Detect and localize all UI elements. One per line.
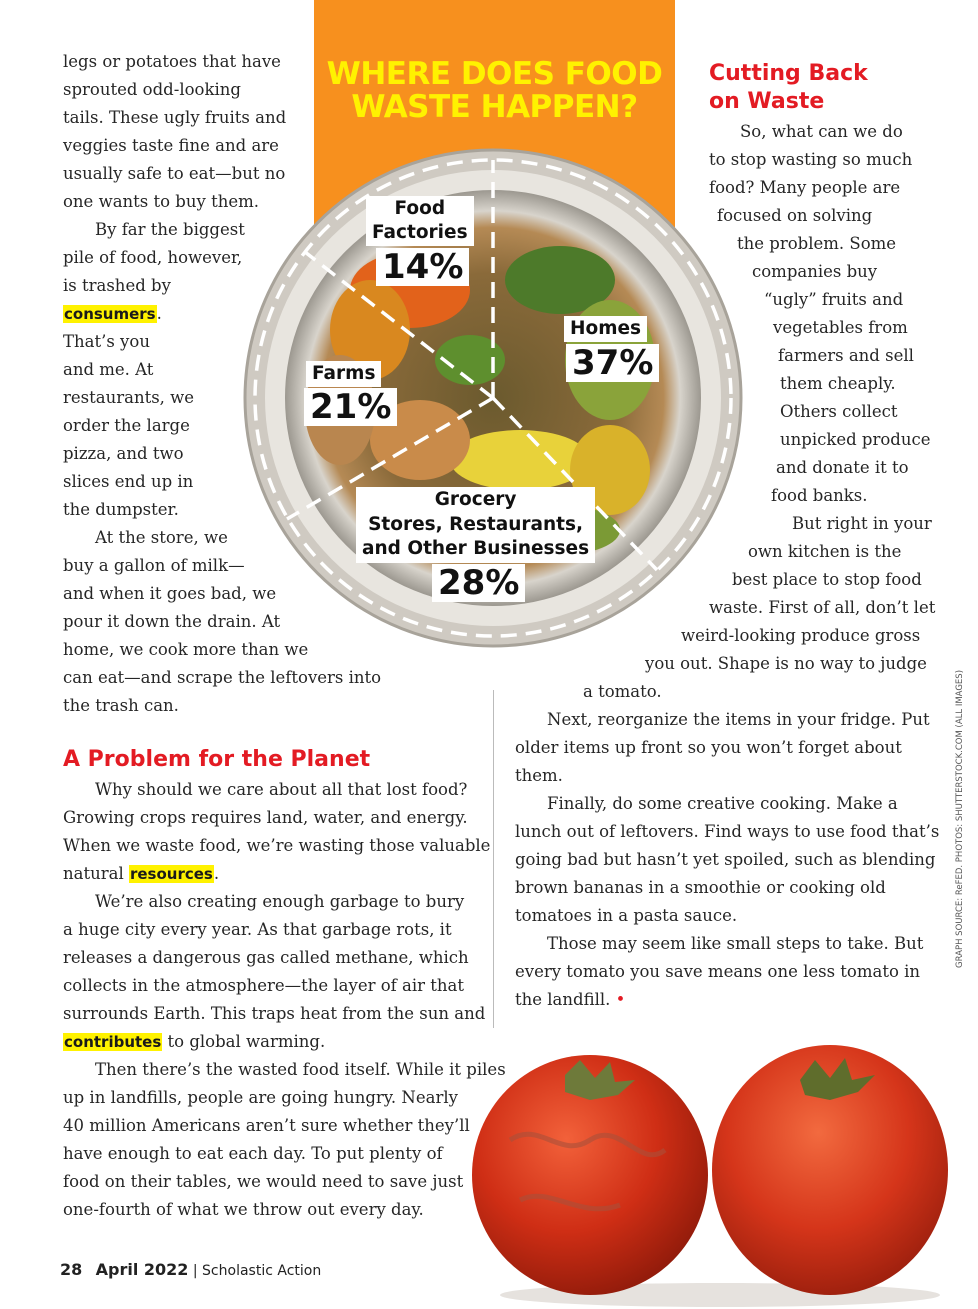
problem-line: a huge city every year. As that garbage rots, it [63,920,452,939]
left-line: By far the biggest [95,220,245,239]
cutting-line: and donate it to [776,458,909,477]
cutting-body-line: brown bananas in a smoothie or cooking old [515,878,886,897]
cutting-line: farmers and sell [778,346,914,365]
value-factories: 14% [376,248,469,286]
left-line: the trash can. [63,696,179,715]
label-grocery-line3: and Other Businesses [362,538,590,559]
problem-line: Why should we care about all that lost food? [95,780,468,799]
cutting-line: But right in your [792,514,932,533]
cutting-line: a tomato. [583,682,662,701]
problem-line: food on their tables, we would need to save just [63,1172,464,1191]
problem-line: collects in the atmosphere—the layer of air that [63,976,464,995]
cutting-body-line: Those may seem like small steps to take. But [547,934,924,953]
vocab-resources[interactable]: resources [129,865,213,883]
value-homes: 37% [566,344,659,382]
cutting-body-line: Next, reorganize the items in your fridge. Put [547,710,930,729]
cutting-line: best place to stop food [732,570,922,589]
last-sentence: the landfill. [515,990,611,1009]
cutting-line: So, what can we do [740,122,903,141]
period: . [213,864,220,883]
left-line: order the large [63,416,190,435]
left-line: and when it goes bad, we [63,584,277,603]
label-grocery [356,487,595,563]
cutting-body-line: them. [515,766,563,785]
cutting-line: focused on solving [717,206,873,225]
cutting-body-line: going bad but hasn’t yet spoiled, such as blending [515,850,936,869]
cutting-line: unpicked produce [780,430,931,449]
cutting-body-line: every tomato you save means one less tomato in [515,962,921,981]
left-line: veggies taste fine and are [63,136,279,155]
cutting-line: vegetables from [773,318,908,337]
photo-credit: GRAPH SOURCE: ReFED. PHOTOS: SHUTTERSTOCK.COM (ALL IMAGES) [955,669,965,968]
left-line: legs or potatoes that have [63,52,281,71]
cutting-line: “ugly” fruits and [764,290,904,309]
problem-line-contributes [63,1028,325,1056]
cutting-body-line: older items up front so you won’t forget about [515,738,902,757]
cutting-line: to stop wasting so much [709,150,913,169]
left-line: pile of food, however, [63,248,243,267]
cutting-line: own kitchen is the [748,542,902,561]
problem-line: We’re also creating enough garbage to bury [95,892,465,911]
problem-line: Growing crops requires land, water, and energy. [63,808,468,827]
column-divider [493,690,494,1028]
left-line: is trashed by [63,276,171,295]
value-farms: 21% [304,388,397,426]
cutting-body-line: tomatoes in a pasta sauce. [515,906,738,925]
label-grocery-line1: Grocery [434,489,517,510]
problem-line: Then there’s the wasted food itself. While it piles [95,1060,506,1079]
cutting-line: you out. Shape is no way to judge [645,654,927,673]
cutting-line: the problem. Some [737,234,897,253]
page-number: 28 [60,1260,83,1279]
label-farms: Farms [306,361,381,387]
page-footer [60,1260,321,1279]
label-grocery-line2: Stores, Restaurants, [368,513,584,535]
issue-date: April 2022 [95,1260,189,1279]
left-line: the dumpster. [63,500,179,519]
global-warming-text: to global warming. [162,1032,326,1051]
left-line: pour it down the drain. At [63,612,281,631]
left-line: pizza, and two [63,444,184,463]
cutting-line: companies buy [752,262,878,281]
left-line: sprouted odd-looking [63,80,241,99]
vocab-consumers[interactable]: consumers [64,305,156,323]
tomatoes-image [470,1020,970,1309]
cutting-body-line: lunch out of leftovers. Find ways to use food that’s [515,822,940,841]
cutting-line: waste. First of all, don’t let [709,598,936,617]
cutting-line: Others collect [780,402,898,421]
label-factories-line1: Food [394,198,446,219]
problem-line: one-fourth of what we throw out every day. [63,1200,424,1219]
left-line: and me. At [63,360,154,379]
cutting-body-line: Finally, do some creative cooking. Make a [547,794,898,813]
left-line: buy a gallon of milk— [63,556,245,575]
cutting-line: food banks. [771,486,868,505]
left-line: one wants to buy them. [63,192,259,211]
label-factories [366,196,474,246]
problem-line: up in landfills, people are going hungry. Nearly [63,1088,458,1107]
left-line: can eat—and scrape the leftovers into [63,668,382,687]
heading-cutting-line2: on Waste [709,89,825,114]
left-line: At the store, we [95,528,228,547]
problem-line: 40 million Americans aren’t sure whether they’ll [63,1116,470,1135]
value-grocery: 28% [432,564,525,602]
heading-cutting-line1: Cutting Back [709,61,868,86]
cutting-body-line-last [515,986,625,1014]
vocab-contributes[interactable]: contributes [64,1033,162,1051]
label-homes: Homes [564,316,647,342]
left-line: That’s you [63,332,150,351]
chart-title: WHERE DOES FOOD WASTE HAPPEN? [326,56,663,125]
cutting-line: them cheaply. [780,374,896,393]
period: . [156,304,162,323]
natural-word: natural [63,864,129,883]
left-line: home, we cook more than we [63,640,309,659]
left-line: tails. These ugly fruits and [63,108,287,127]
problem-line-resources [63,860,219,888]
footer-separator: | [192,1263,198,1279]
left-line: usually safe to eat—but no [63,164,286,183]
label-factories-line2: Factories [372,222,468,243]
problem-line: have enough to eat each day. To put plenty of [63,1144,443,1163]
problem-line: surrounds Earth. This traps heat from the sun and [63,1004,486,1023]
cutting-line: weird-looking produce gross [681,626,921,645]
cutting-line: food? Many people are [709,178,901,197]
left-line: restaurants, we [63,388,195,407]
problem-line: When we waste food, we’re wasting those valuable [63,836,491,855]
end-mark: • [610,990,626,1009]
heading-problem: A Problem for the Planet [63,747,371,772]
magazine-name: Scholastic Action [202,1263,322,1279]
left-line-consumers [63,300,162,328]
problem-line: releases a dangerous gas called methane, which [63,948,469,967]
left-line: slices end up in [63,472,194,491]
